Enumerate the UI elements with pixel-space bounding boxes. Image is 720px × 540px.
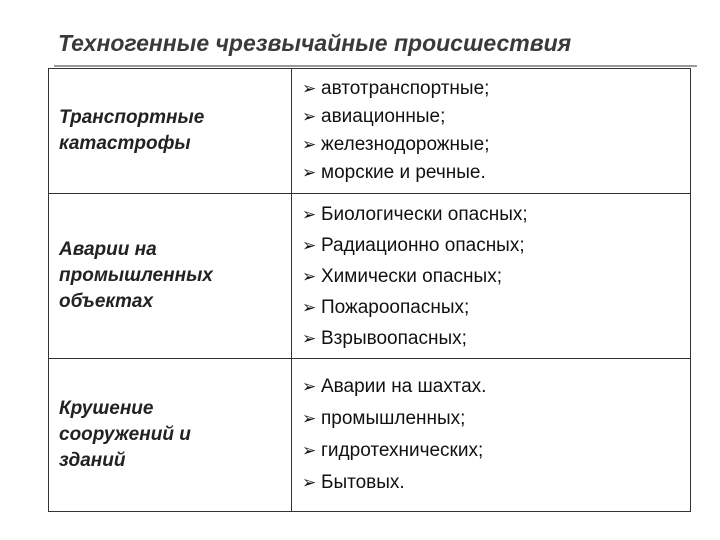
- list-item-text: автотранспортные;: [321, 78, 490, 99]
- arrow-bullet-icon: ➢: [302, 473, 317, 492]
- list-item: [302, 467, 690, 499]
- category-cell: [49, 69, 292, 194]
- title-underline: [54, 65, 697, 67]
- category-label: Аварии на промышленных объектах: [59, 239, 213, 312]
- items-list: [302, 75, 690, 187]
- table-row: [49, 69, 691, 194]
- list-item-text: Аварии на шахтах.: [321, 376, 487, 397]
- list-item: [302, 131, 690, 159]
- arrow-bullet-icon: ➢: [302, 79, 317, 98]
- list-item-text: промышленных;: [321, 408, 466, 429]
- arrow-bullet-icon: ➢: [302, 107, 317, 126]
- arrow-bullet-icon: ➢: [302, 328, 317, 348]
- arrow-bullet-icon: ➢: [302, 441, 317, 460]
- list-item: [302, 261, 690, 292]
- emergency-table: [48, 68, 691, 512]
- arrow-bullet-icon: ➢: [302, 297, 317, 317]
- arrow-bullet-icon: ➢: [302, 377, 317, 396]
- list-item-text: Пожароопасных;: [321, 296, 470, 318]
- list-item-text: железнодорожные;: [321, 134, 490, 155]
- list-item-text: Химически опасных;: [321, 265, 502, 287]
- list-item: [302, 159, 690, 187]
- arrow-bullet-icon: ➢: [302, 163, 317, 182]
- list-item-text: авиационные;: [321, 106, 446, 127]
- list-item: [302, 230, 690, 261]
- list-item: [302, 75, 690, 103]
- arrow-bullet-icon: ➢: [302, 204, 317, 224]
- table-row: [49, 194, 691, 359]
- list-item: [302, 371, 690, 403]
- arrow-bullet-icon: ➢: [302, 409, 317, 428]
- items-list: [302, 199, 690, 354]
- category-cell: [49, 359, 292, 512]
- list-item: [302, 323, 690, 354]
- list-item: [302, 103, 690, 131]
- items-cell: [292, 359, 691, 512]
- items-cell: [292, 194, 691, 359]
- list-item: [302, 199, 690, 230]
- list-item-text: Биологически опасных;: [321, 203, 528, 225]
- category-label: Крушение сооружений и зданий: [59, 398, 191, 471]
- page-title: Техногенные чрезвычайные происшествия: [58, 30, 572, 56]
- arrow-bullet-icon: ➢: [302, 135, 317, 154]
- list-item-text: морские и речные.: [321, 162, 486, 183]
- list-item-text: Бытовых.: [321, 472, 405, 493]
- list-item: [302, 435, 690, 467]
- items-list: [302, 371, 690, 499]
- category-cell: [49, 194, 292, 359]
- table-row: [49, 359, 691, 512]
- items-cell: [292, 69, 691, 194]
- list-item-text: гидротехнических;: [321, 440, 484, 461]
- category-label: Транспортные катастрофы: [59, 107, 205, 154]
- list-item: [302, 403, 690, 435]
- arrow-bullet-icon: ➢: [302, 235, 317, 255]
- list-item-text: Взрывоопасных;: [321, 327, 467, 349]
- arrow-bullet-icon: ➢: [302, 266, 317, 286]
- list-item-text: Радиационно опасных;: [321, 234, 525, 256]
- list-item: [302, 292, 690, 323]
